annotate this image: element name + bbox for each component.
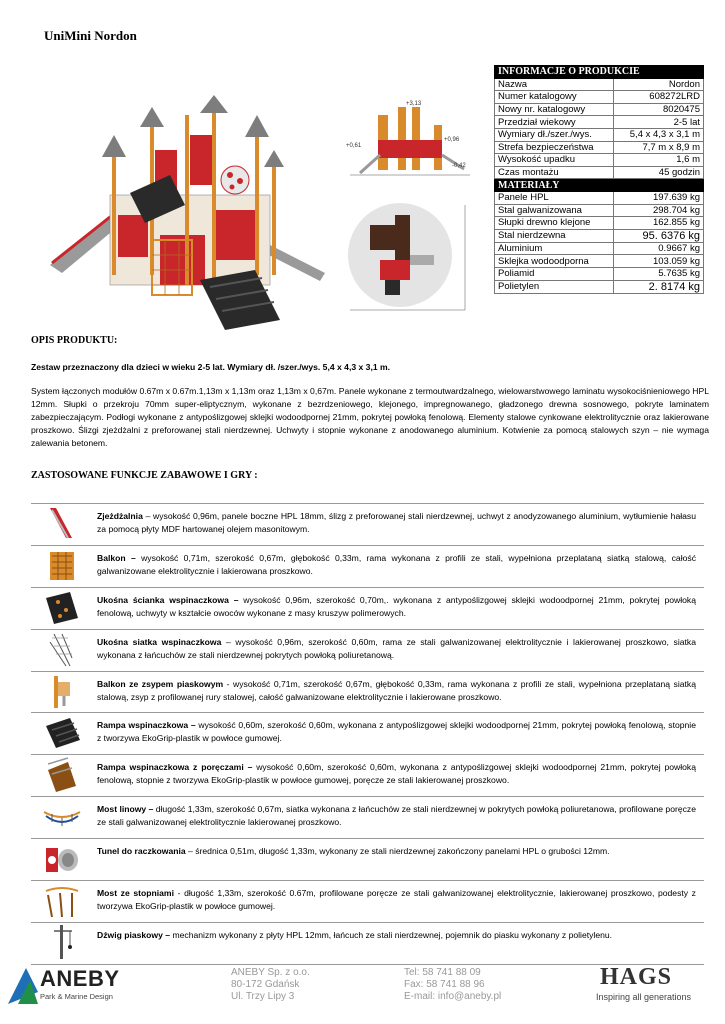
feature-name: Rampa wspinaczkowa z poręczami – (97, 762, 253, 773)
balcony-icon (31, 546, 93, 587)
feature-description (93, 881, 704, 922)
feature-name: Tunel do raczkowania (97, 846, 186, 857)
feature-text: - długość 1,33m, szerokość 0.67m, profilowane poręcze ze stali galwanizowanej elektrolitycznie, lakierowanej proszkowo, podesty z tworzywa EkoGrip-plastik w powłoce gumowej. (97, 888, 696, 912)
feature-description (93, 630, 704, 671)
table-section-header: INFORMACJE O PRODUKCIE (495, 66, 704, 79)
drawing-label-h4: -0,42 (452, 163, 466, 169)
row-label: Wysokość upadku (495, 154, 614, 167)
table-row (495, 78, 704, 91)
row-label: Strefa bezpieczeństwa (495, 141, 614, 154)
feature-description (93, 672, 704, 713)
row-label: Panele HPL (495, 191, 614, 204)
feature-text: wysokość 0,71m, szerokość 0,67m, głębokość 0,33m, rama wykonana z profili ze stali, wypełniona przeplataną siatką stalową, całość galwanizowane elektrolitycznie i lakierowana proszkowo. (97, 552, 696, 576)
row-value: 7,7 m x 8,9 m (614, 141, 704, 154)
row-value: Nordon (614, 78, 704, 91)
company-contact: Tel: 58 741 88 09 Fax: 58 741 88 96 E-mail: info@aneby.pl (404, 967, 502, 1002)
step-bridge-icon (31, 881, 93, 922)
feature-name: Zjeżdżalnia (97, 511, 143, 521)
table-row (495, 191, 704, 204)
row-label: Stal nierdzewna (495, 229, 614, 242)
table-row (495, 242, 704, 255)
feature-description (93, 923, 704, 964)
table-row (495, 229, 704, 242)
row-value: 45 godzin (614, 166, 704, 179)
row-value: 298.704 kg (614, 204, 704, 217)
features-heading: ZASTOSOWANE FUNKCJE ZABAWOWE I GRY : (31, 470, 258, 481)
table-section-header: MATERIAŁY (495, 179, 704, 192)
feature-row (31, 504, 704, 546)
feature-description (93, 755, 704, 796)
row-value: 2-5 lat (614, 116, 704, 129)
row-value: 2. 8174 kg (614, 280, 704, 293)
feature-name: Balkon – (97, 552, 136, 563)
feature-description (93, 504, 704, 545)
aneby-logo-subtitle: Park & Marine Design (40, 992, 113, 1001)
description-heading: OPIS PRODUKTU: (31, 335, 118, 346)
description-lead: Zestaw przeznaczony dla dzieci w wieku 2-5 lat. Wymiary dł. /szer./wys. 5,4 x 4,3 x 3,1 m. (31, 362, 391, 372)
row-label: Słupki drewno klejone (495, 217, 614, 230)
crawl-tunnel-icon (31, 839, 93, 880)
row-label: Przedział wiekowy (495, 116, 614, 129)
feature-text: wysokość 0,60m, szerokość 0,60m, wykonana z antypoślizgowej sklejki wodoodpornej 21mm, pokrytej powłoką fenolową, stopnie z tworzywa EkoGrip-plastik w powłoce gumowej, poręcze ze stali lakierowanej proszkowo. (97, 762, 696, 786)
feature-row (31, 881, 704, 923)
feature-text: – średnica 0,51m, długość 1,33m, wykonany ze stali nierdzewnej zakończony panelami HPL o grubości 12mm. (185, 846, 610, 857)
row-value: 0.9667 kg (614, 242, 704, 255)
table-row (495, 280, 704, 293)
email-link[interactable]: E-mail: info@aneby.pl (404, 991, 502, 1002)
feature-description (93, 839, 704, 880)
row-value: 608272LRD (614, 91, 704, 104)
feature-description (93, 713, 704, 754)
row-value: 95. 6376 kg (614, 229, 704, 242)
table-row (495, 103, 704, 116)
climbing-ramp-icon (31, 713, 93, 754)
row-value: 103.059 kg (614, 255, 704, 268)
feature-text: długość 1,33m, szerokość 0,67m, siatka wykonana z łańcuchów ze stali nierdzewnej w pokrytych powłoką poliuretanowa, profilowane poręcze ze stali galwanizowanej elektrolitycznie lakierowanej proszkowo. (97, 804, 696, 828)
row-label: Nazwa (495, 78, 614, 91)
page-title: UniMini Nordon (44, 28, 137, 43)
product-illustration (40, 95, 340, 335)
features-list (31, 503, 704, 965)
row-label: Sklejka wodoodporna (495, 255, 614, 268)
feature-row (31, 923, 704, 965)
feature-row (31, 672, 704, 714)
slide-icon (31, 504, 93, 545)
rope-bridge-icon (31, 797, 93, 838)
feature-name: Balkon ze zsypem piaskowym (97, 678, 224, 689)
sand-crane-icon (31, 923, 93, 964)
row-label: Polietylen (495, 280, 614, 293)
sand-chute-icon (31, 672, 93, 713)
feature-row (31, 630, 704, 672)
feature-name: Rampa wspinaczkowa – (97, 720, 196, 731)
row-label: Numer katalogowy (495, 91, 614, 104)
table-row (495, 204, 704, 217)
table-row (495, 217, 704, 230)
feature-description (93, 546, 704, 587)
table-row (495, 116, 704, 129)
feature-row (31, 713, 704, 755)
feature-text: – wysokość 0,96m, panele boczne HPL 18mm, ślizg z preforowanej stali nierdzewnej, uchwyt z anodyzowanego aluminium, wytłumienie hałasu za pomocą płyty MDF hartowanej olejem masonitowym. (97, 511, 696, 534)
technical-drawings (340, 95, 480, 325)
table-row (495, 166, 704, 179)
aneby-logo-icon (6, 966, 40, 1006)
table-row (495, 255, 704, 268)
row-value: 162.855 kg (614, 217, 704, 230)
product-info-table (494, 65, 704, 294)
aneby-logo-text: ANEBY (40, 966, 120, 991)
feature-description (93, 797, 704, 838)
feature-text: wysokość 0,96m, szerokość 0,70m,. wykonana z antypoślizgowej sklejki wodoodpornej 21mm, pokrytej powłoką fenolową, uchwyty w kształcie owoców wykonane z masy kruszyw polimerowych. (97, 594, 696, 618)
row-label: Nowy nr. katalogowy (495, 103, 614, 116)
row-value: 5,4 x 4,3 x 3,1 m (614, 128, 704, 141)
feature-row (31, 797, 704, 839)
drawing-label-h3: +0,61 (346, 143, 362, 149)
row-value: 8020475 (614, 103, 704, 116)
row-value: 197.639 kg (614, 191, 704, 204)
feature-name: Ukośna siatka wspinaczkowa (97, 636, 222, 647)
table-row (495, 128, 704, 141)
climbing-wall-icon (31, 588, 93, 629)
row-label: Wymiary dł./szer./wys. (495, 128, 614, 141)
description-text: System łączonych modułów 0.67m x 0.67m.1,13m x 1,13m oraz 1,13m x 0,67m. Panele wykonane z termoutwardzalnego, wielowarstwowego laminatu wysokociśnieniowego HPL 12mm. Słupki o przekroju 70mm super-eliptycznym, wykonane z bezrdzeniowego, klejonego, impregnowanego, gładzonego drewna sosnowego, pokryte laminatem zabezpieczającym. Podłogi wykonane z antypoślizgowej sklejki wodoodpornej 21mm, pokrytej powłoką fenolową. Elementy stalowe cynkowane elektrolitycznie oraz lakierowane proszkowo. Ślizgi zjeżdżalni z preforowanej stali nierdzewnej. Uchwyty i stopnie wykonane z anodowanego aluminium. Kotwienie za pomocą stalowych szyn – nie wymaga zalewania betonem. (31, 386, 709, 448)
hags-tagline: Inspiring all generations (596, 992, 692, 1002)
drawing-label-h1: +3,13 (406, 101, 422, 107)
row-value: 5.7635 kg (614, 267, 704, 280)
table-row (495, 154, 704, 167)
ramp-handrails-icon (31, 755, 93, 796)
feature-row (31, 546, 704, 588)
table-row (495, 267, 704, 280)
feature-text: – wysokość 0,96m, szerokość 0,60m, rama ze stali galwanizowanej elektrolitycznie i lakierowanej proszkowo, siatka wykonana z łańcuchów ze stali nierdzewnej pokrytych powłoką poliuretanową. (97, 636, 696, 660)
row-label: Aluminium (495, 242, 614, 255)
row-label: Czas montażu (495, 166, 614, 179)
feature-name: Dźwig piaskowy – (97, 929, 171, 940)
feature-text: wysokość 0,60m, szerokość 0,60m, wykonana z antypoślizgowej sklejki wodoodpornej 21mm, pokrytej powłoką fenolową, stopnie z tworzywa EkoGrip-plastik w powłoce gumowej. (97, 720, 696, 744)
row-label: Stal galwanizowana (495, 204, 614, 217)
climbing-net-icon (31, 630, 93, 671)
feature-name: Ukośna ścianka wspinaczkowa – (97, 594, 239, 605)
drawing-label-h2: +0,96 (444, 137, 460, 143)
row-label: Poliamid (495, 267, 614, 280)
table-row (495, 91, 704, 104)
feature-description (93, 588, 704, 629)
feature-row (31, 755, 704, 797)
feature-row (31, 588, 704, 630)
feature-name: Most ze stopniami (97, 888, 174, 899)
feature-row (31, 839, 704, 881)
hags-logo: HAGS (600, 964, 673, 990)
feature-text: - wysokość 0,71m, szerokość 0,67m, głębokość 0,33m, rama wykonana z profili ze stali, wypełniona przeplataną siatką stalową, zsyp z profilowanej rury stalowej, całość galwanizowane elektrolitycznie i lakierowane proszkowo. (97, 678, 697, 702)
feature-name: Most linowy – (97, 804, 154, 815)
feature-text: mechanizm wykonany z płyty HPL 12mm, łańcuch ze stali nierdzewnej, pojemnik do piasku wykonany z polietylenu. (170, 929, 613, 940)
footer (0, 962, 725, 1012)
company-address: ANEBY Sp. z o.o. 80-172 Gdańsk Ul. Trzy Lipy 3 (231, 967, 310, 1002)
row-value: 1,6 m (614, 154, 704, 167)
table-row (495, 141, 704, 154)
